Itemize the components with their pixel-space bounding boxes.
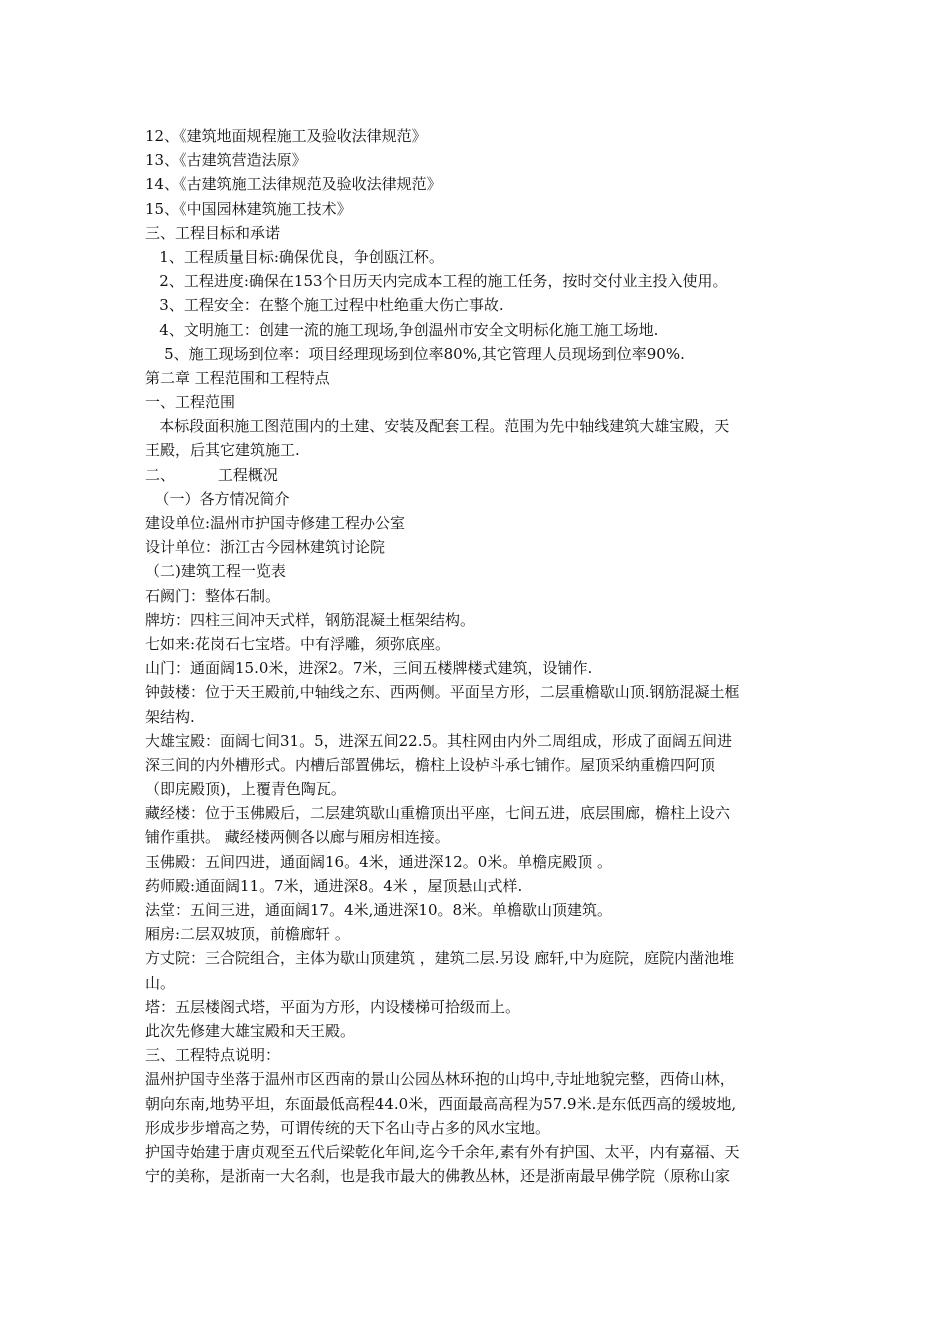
text-line: 药师殿:通面阔11。7米，通进深8。4米 ，屋顶悬山式样.: [145, 876, 523, 895]
text-line: 第二章 工程范围和工程特点: [145, 368, 330, 387]
text-line: 石阙门：整体石制。: [145, 586, 281, 605]
text-line: 15、《中国园林建筑施工技术》: [145, 199, 352, 218]
text-line: 山门：通面阔15.0米，进深2。7米，三间五楼牌楼式建筑，设铺作.: [145, 659, 593, 678]
text-line: 此次先修建大雄宝殿和天王殿。: [145, 1021, 356, 1040]
text-line: 厢房:二层双坡顶，前檐廊轩 。: [145, 925, 350, 944]
text-line: 形成步步增高之势，可谓传统的天下名山寺占多的风水宝地。: [145, 1118, 551, 1137]
text-line: 藏经楼：位于玉佛殿后，二层建筑歇山重檐顶出平座，七间五进，底层围廊，檐柱上设六: [145, 804, 731, 823]
text-line: 大雄宝殿：面阔七间31。5，进深五间22.5。其柱网由内外二周组成，形成了面阔五间进: [145, 731, 733, 750]
text-line: 三、工程特点说明：: [145, 1046, 281, 1065]
text-line: 山。: [145, 973, 176, 992]
text-line: 宁的美称，是浙南一大名刹，也是我市最大的佛教丛林，还是浙南最早佛学院（原称山家: [145, 1167, 731, 1186]
text-line: 法堂：五间三进，通面阔17。4米,通进深10。8米。单檐歇山顶建筑。: [145, 901, 613, 919]
text-line: 钟鼓楼：位于天王殿前,中轴线之东、西两侧。平面呈方形，二层重檐歇山顶.钢筋混凝土框: [145, 683, 740, 702]
text-line: 一、工程范围: [145, 393, 236, 412]
text-line: 13、《古建筑营造法原》: [145, 151, 307, 170]
text-line: 4、文明施工：创建一流的施工现场,争创温州市安全文明标化施工施工场地.: [145, 320, 659, 339]
text-line: 护国寺始建于唐贞观至五代后梁乾化年间,迄今千余年,素有外有护国、太平，内有嘉福、天: [145, 1142, 740, 1161]
text-line: 温州护国寺坐落于温州市区西南的景山公园丛林环抱的山坞中,寺址地貌完整，西倚山林，: [145, 1070, 735, 1089]
text-line: 3、工程安全：在整个施工过程中杜绝重大伤亡事故.: [145, 296, 504, 315]
text-line: 设计单位：浙江古今园林建筑讨论院: [145, 538, 386, 557]
text-line: 架结构.: [145, 707, 195, 726]
text-line: 12、《建筑地面规程施工及验收法律规范》: [145, 127, 427, 145]
text-line: 建设单位:温州市护国寺修建工程办公室: [145, 514, 406, 532]
text-line: 方丈院：三合院组合，主体为歇山顶建筑 ，建筑二层.另设 廊轩,中为庭院，庭院内凿池堆: [145, 949, 735, 968]
text-line: （即庑殿顶)，上覆青色陶瓦。: [145, 780, 346, 799]
text-line: 本标段面积施工图范围内的土建、安装及配套工程。范围为先中轴线建筑大雄宝殿，天: [145, 417, 730, 436]
text-line: 三、工程目标和承诺: [145, 223, 281, 242]
text-line: （二)建筑工程一览表: [145, 562, 286, 581]
document-body: [145, 124, 813, 1188]
text-line: 5、施工现场到位率：项目经理现场到位率80%,其它管理人员现场到位率90%.: [145, 344, 685, 363]
text-line: 牌坊：四柱三间冲天式样，钢筋混凝土框架结构。: [145, 610, 476, 629]
text-line: 塔：五层楼阁式塔，平面为方形，内设楼梯可拾级而上。: [145, 997, 521, 1016]
text-line: 二、 工程概况: [145, 465, 278, 484]
text-line: 王殿，后其它建筑施工.: [145, 441, 300, 460]
text-line: 14、《古建筑施工法律规范及验收法律规范》: [145, 175, 442, 194]
text-line: 铺作重拱。 藏经楼两侧各以廊与厢房相连接。: [145, 828, 450, 847]
text-line: 1、工程质量目标:确保优良，争创瓯江杯。: [145, 247, 444, 266]
text-line: （一）各方情况简介: [145, 489, 290, 508]
text-line: 玉佛殿：五间四进，通面阔16。4米，通进深12。0米。单檐庑殿顶 。: [145, 852, 613, 871]
text-line: 朝向东南,地势平坦，东面最低高程44.0米，西面最高高程为57.9米.是东低西高的缓坡地,: [145, 1094, 737, 1113]
text-line: 2、工程进度:确保在153个日历天内完成本工程的施工任务，按时交付业主投入使用。: [145, 272, 728, 291]
text-line: 七如来:花岗石七宝塔。中有浮雕，须弥底座。: [145, 634, 451, 653]
text-line: 深三间的内外槽形式。内槽后部置佛坛，檐柱上设栌斗承七铺作。屋顶采纳重檐四阿顶: [145, 755, 716, 774]
